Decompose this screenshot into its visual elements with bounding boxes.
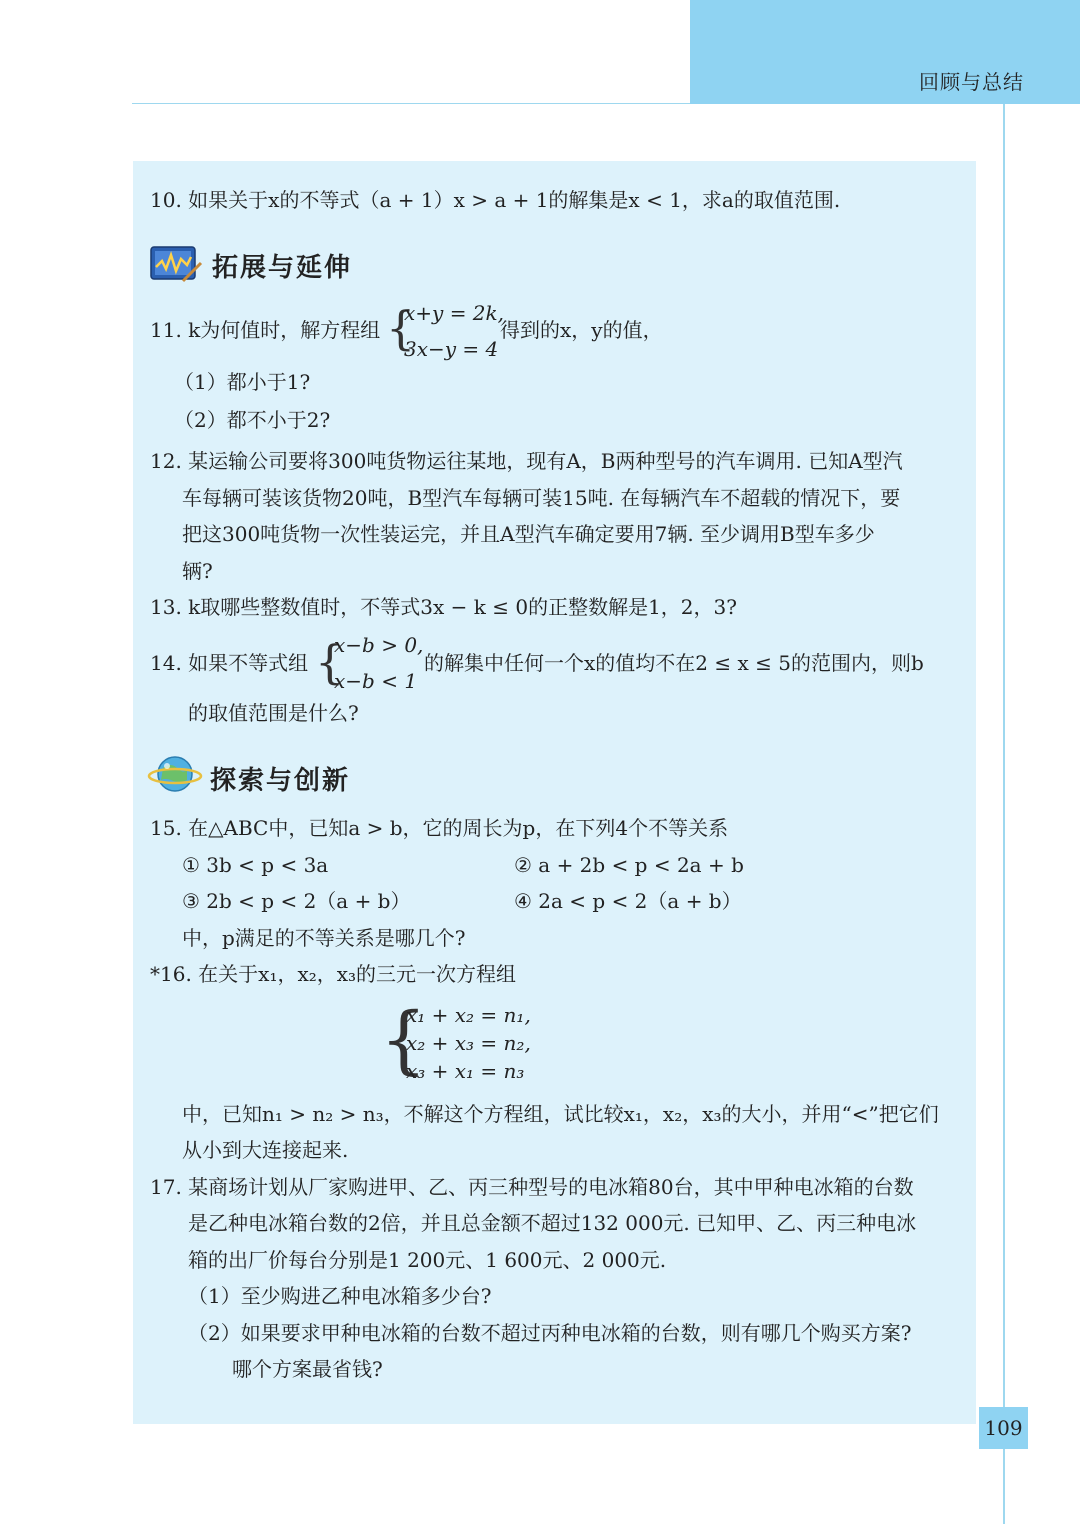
brace-symbol: { <box>380 997 428 1083</box>
page-number: 109 <box>979 1407 1028 1449</box>
question-15-option: ③ 2b < p < 2（a + b） <box>182 889 411 913</box>
question-17-line: 17. 某商场计划从厂家购进甲、乙、丙三种型号的电冰箱80台，其中甲种电冰箱的台数 <box>150 1175 914 1199</box>
question-17-part2: （2）如果要求甲种电冰箱的台数不超过丙种电冰箱的台数，则有哪几个购买方案? <box>188 1321 912 1345</box>
question-14-line2: 的取值范围是什么? <box>188 701 359 725</box>
question-10: 10. 如果关于x的不等式（a + 1）x > a + 1的解集是x < 1，求a的取值范围. <box>150 188 841 212</box>
question-17-part2-cont: 哪个方案最省钱? <box>232 1357 383 1381</box>
question-17-part1: （1）至少购进乙种电冰箱多少台? <box>188 1284 492 1308</box>
question-17-line: 是乙种电冰箱台数的2倍，并且总金额不超过132 000元. 已知甲、乙、丙三种电冰 <box>188 1211 917 1235</box>
section-title-explore: 探索与创新 <box>210 766 351 796</box>
question-12-line: 辆? <box>182 559 213 583</box>
question-15-line: 15. 在△ABC中，已知a > b，它的周长为p，在下列4个不等关系 <box>150 816 729 840</box>
equation-line: x−b > 0, <box>334 633 424 657</box>
question-11-part2: （2）都不小于2? <box>174 408 331 432</box>
question-16-line: 从小到大连接起来. <box>182 1138 349 1162</box>
question-15-option: ① 3b < p < 3a <box>182 853 329 877</box>
globe-icon <box>147 752 203 796</box>
equation-line: x+y = 2k, <box>404 301 505 325</box>
equation-line: 3x−y = 4 <box>404 337 499 361</box>
margin-rule <box>1003 104 1005 1524</box>
question-12-line: 12. 某运输公司要将300吨货物运往某地，现有A，B两种型号的汽车调用. 已知A型汽 <box>150 449 903 473</box>
header-rule <box>132 103 690 104</box>
question-16-line: *16. 在关于x₁，x₂，x₃的三元一次方程组 <box>150 962 517 986</box>
question-13: 13. k取哪些整数值时，不等式3x − k ≤ 0的正整数解是1，2，3? <box>150 595 737 619</box>
wave-chart-icon <box>147 243 203 285</box>
question-17-line: 箱的出厂价每台分别是1 200元、1 600元、2 000元. <box>188 1248 667 1272</box>
question-16-line: 中，已知n₁ > n₂ > n₃，不解这个方程组，试比较x₁，x₂，x₃的大小，并用“<”把它们 <box>182 1102 939 1126</box>
question-14-suffix: 的解集中任何一个x的值均不在2 ≤ x ≤ 5的范围内，则b <box>424 651 924 675</box>
question-11-prefix: 11. k为何值时，解方程组 <box>150 318 381 342</box>
question-15-line: 中，p满足的不等关系是哪几个? <box>182 926 466 950</box>
question-12-line: 车每辆可装该货物20吨，B型汽车每辆可装15吨. 在每辆汽车不超载的情况下，要 <box>182 486 901 510</box>
question-15-option: ④ 2a < p < 2（a + b） <box>514 889 742 913</box>
question-15-option: ② a + 2b < p < 2a + b <box>514 853 744 877</box>
equation-line: x₁ + x₂ = n₁, <box>406 1003 531 1027</box>
question-11-suffix: 得到的x，y的值， <box>500 318 663 342</box>
brace-symbol: { <box>315 635 345 689</box>
question-11-part1: （1）都小于1? <box>174 370 311 394</box>
equation-line: x−b < 1 <box>334 669 418 693</box>
question-12-line: 把这300吨货物一次性装运完，并且A型汽车确定要用7辆. 至少调用B型车多少 <box>182 522 875 546</box>
chapter-header-tab <box>690 0 1080 104</box>
equation-line: x₂ + x₃ = n₂, <box>406 1031 531 1055</box>
question-14-prefix: 14. 如果不等式组 <box>150 651 309 675</box>
equation-line: x₃ + x₁ = n₃ <box>406 1059 525 1083</box>
brace-symbol: { <box>386 301 416 355</box>
section-title-extend: 拓展与延伸 <box>212 253 353 283</box>
chapter-title: 回顾与总结 <box>919 70 1024 94</box>
